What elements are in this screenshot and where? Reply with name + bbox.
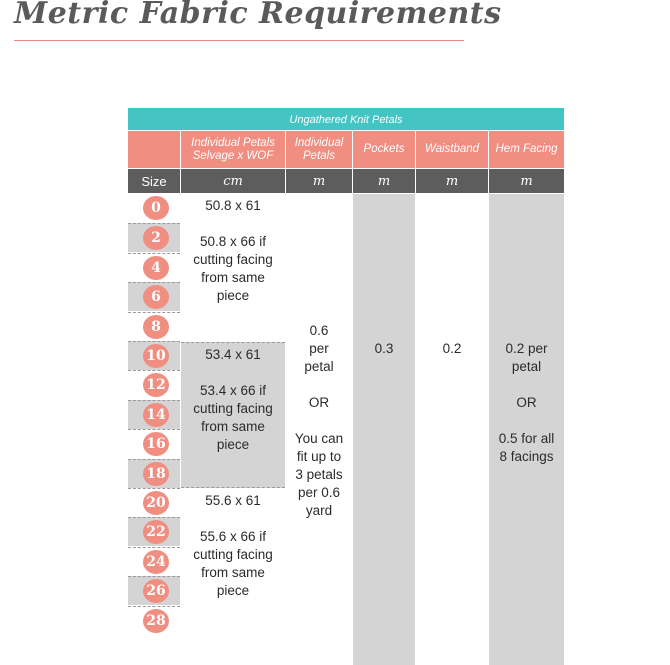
size-row [128, 488, 180, 517]
petal-alternate: cutting facing [193, 252, 273, 267]
size-badge: 2 [143, 226, 169, 250]
petal-primary: 53.4 x 61 [205, 347, 261, 362]
size-badge: 0 [143, 196, 169, 220]
header-pockets: Pockets [353, 131, 415, 168]
petals-text: 3 petals [295, 467, 343, 482]
size-row [128, 547, 180, 576]
petal-alternate: from same [201, 565, 265, 580]
size-badge: 24 [143, 550, 169, 574]
size-row [128, 194, 180, 223]
size-row [128, 429, 180, 458]
hem-facing-text: 8 facings [499, 449, 554, 464]
petals-text: per 0.6 [297, 485, 341, 500]
petal-group-large [181, 489, 285, 665]
hem-facing-column [489, 194, 564, 665]
petal-alternate: piece [216, 437, 250, 452]
unit-m-petals: m [286, 169, 352, 193]
pockets-value: 0.3 [374, 341, 394, 356]
header-hem-facing: Hem Facing [489, 131, 564, 168]
hem-facing-text: petal [511, 359, 542, 374]
size-badge: 6 [143, 285, 169, 309]
petal-alternate: cutting facing [193, 547, 273, 562]
title-underline [14, 40, 464, 41]
petals-text: You can [294, 431, 344, 446]
hem-facing-text: 0.2 per [505, 341, 548, 356]
petals-text: yard [305, 503, 333, 518]
size-badge: 10 [143, 344, 169, 368]
size-header-cell [128, 131, 180, 168]
page-title: Metric Fabric Requirements [14, 0, 502, 31]
size-row [128, 517, 180, 546]
petal-group-small [181, 194, 285, 341]
individual-petals-m-column [286, 194, 352, 665]
size-badge: 4 [143, 256, 169, 280]
size-badge: 22 [143, 520, 169, 544]
size-badge: 16 [143, 432, 169, 456]
petal-alternate: 50.8 x 66 if [199, 234, 267, 249]
petal-alternate: from same [201, 419, 265, 434]
waistband-value: 0.2 [442, 341, 462, 356]
size-row [128, 606, 180, 635]
size-row [128, 370, 180, 399]
petal-alternate: cutting facing [193, 401, 273, 416]
size-column-label: Size [128, 169, 180, 193]
size-row [128, 312, 180, 341]
size-badge: 26 [143, 579, 169, 603]
unit-m-pockets: m [353, 169, 415, 193]
fabric-requirements-table [128, 108, 564, 665]
size-row [128, 253, 180, 282]
petal-alternate: piece [216, 288, 250, 303]
size-badge: 8 [143, 315, 169, 339]
unit-cm: cm [181, 169, 285, 193]
petal-primary: 50.8 x 61 [205, 198, 261, 213]
petals-text: per [309, 341, 329, 356]
petals-text: petal [304, 359, 334, 374]
petal-alternate: 55.6 x 66 if [199, 529, 267, 544]
header-individual-petals-m: Individual Petals [286, 131, 352, 168]
unit-m-waistband: m [416, 169, 488, 193]
size-badge: 20 [143, 491, 169, 515]
unit-m-hem: m [489, 169, 564, 193]
hem-facing-text: OR [516, 395, 537, 410]
pockets-column [353, 194, 415, 665]
petals-text: fit up to [296, 449, 342, 464]
size-badge: 28 [143, 609, 169, 633]
header-individual-petals-cm: Individual Petals Selvage x WOF [181, 131, 285, 168]
petal-primary: 55.6 x 61 [205, 493, 261, 508]
petal-alternate: from same [201, 270, 265, 285]
size-badge: 18 [143, 462, 169, 486]
header-waistband: Waistband [416, 131, 488, 168]
size-badge: 12 [143, 373, 169, 397]
petal-alternate: 53.4 x 66 if [199, 383, 267, 398]
size-row [128, 576, 180, 605]
size-row [128, 459, 180, 488]
petals-text: OR [308, 395, 330, 410]
size-row [128, 223, 180, 252]
petal-alternate: piece [216, 583, 250, 598]
size-row [128, 400, 180, 429]
hem-facing-text: 0.5 for all [498, 431, 555, 446]
table-banner: Ungathered Knit Petals [128, 108, 564, 130]
size-row [128, 282, 180, 311]
waistband-column [416, 194, 488, 665]
petals-text: 0.6 [309, 323, 329, 338]
size-badge: 14 [143, 403, 169, 427]
size-row [128, 341, 180, 370]
petal-group-medium [181, 342, 285, 488]
